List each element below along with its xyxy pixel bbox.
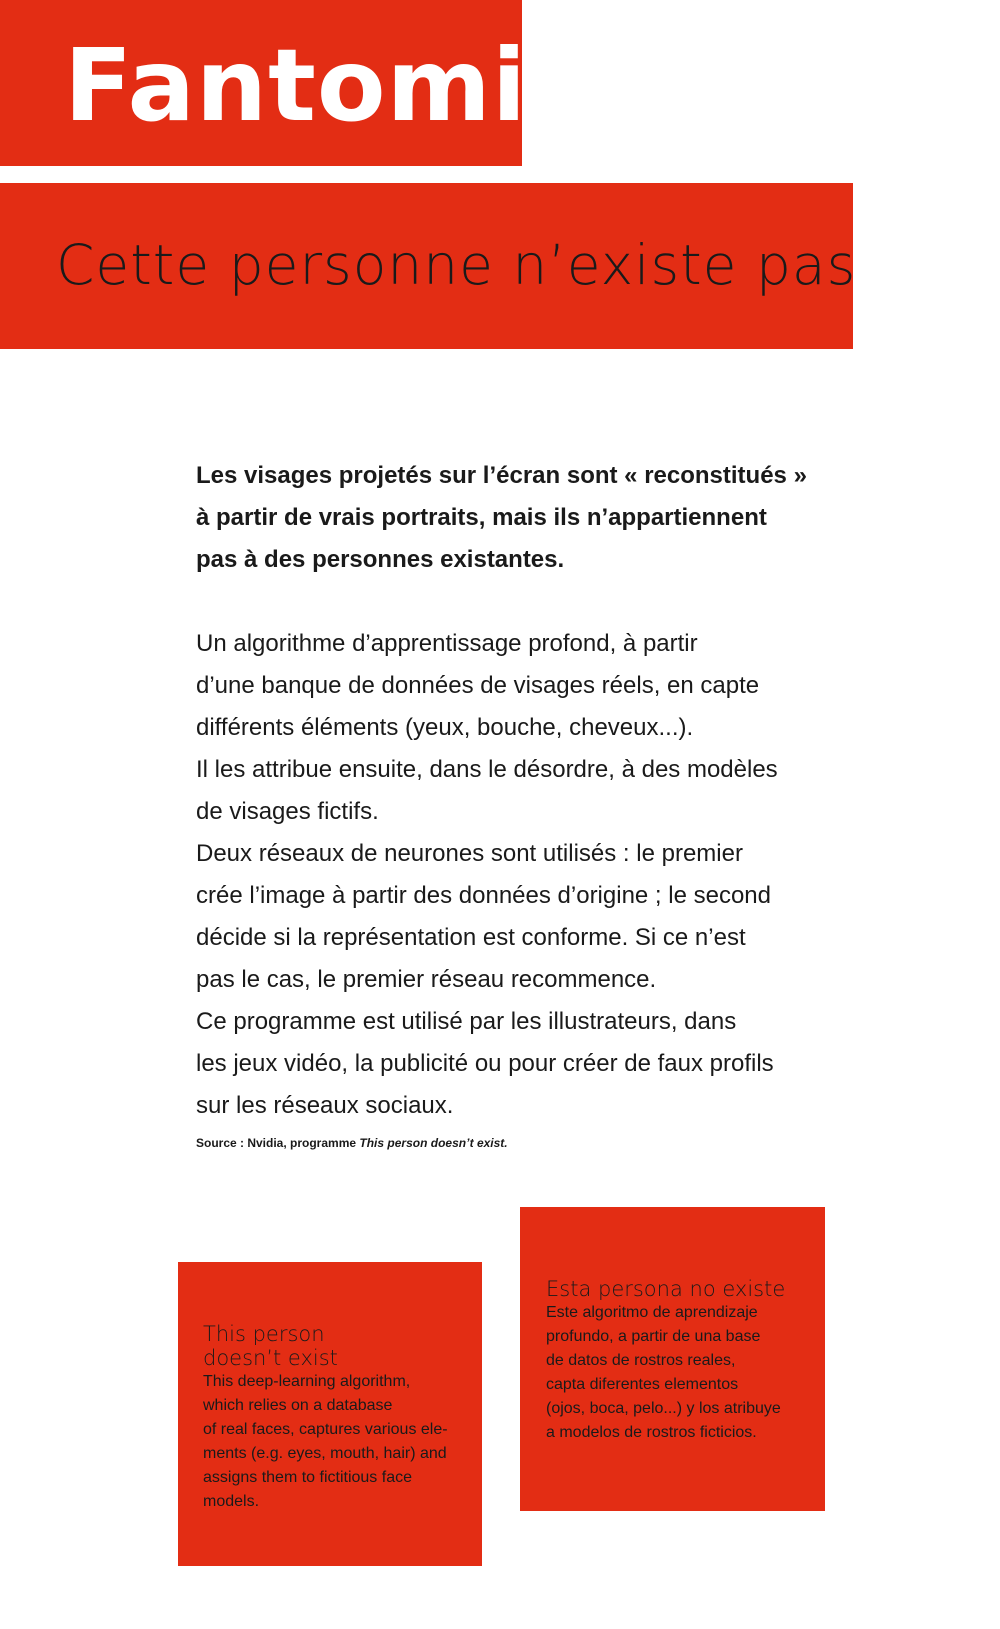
card-title-line: doesn’t exist (203, 1346, 338, 1370)
card-text-line: ments (e.g. eyes, mouth, hair) and (203, 1445, 447, 1462)
card-text-line: which relies on a database (203, 1397, 393, 1414)
lead-line: pas à des personnes existantes. (196, 546, 565, 573)
card-text-line: This deep-learning algorithm, (203, 1373, 411, 1390)
page-title: Cette personne n’existe pas (56, 233, 857, 297)
source-prefix: Source : Nvidia, programme (196, 1136, 360, 1150)
body-line: d’une banque de données de visages réels, en capte (196, 672, 760, 699)
brand-logo: Fantomia (64, 27, 596, 144)
card-text-line: de datos de rostros reales, (546, 1352, 736, 1369)
body-line: Deux réseaux de neurones sont utilisés : le premier (196, 840, 743, 867)
body-line: différents éléments (yeux, bouche, cheveux...). (196, 714, 694, 741)
spanish-card (520, 1207, 825, 1511)
body-line: de visages fictifs. (196, 798, 379, 825)
body-line: Il les attribue ensuite, dans le désordre, à des modèles (196, 756, 778, 783)
body-paragraph (196, 623, 856, 1127)
body-line: Un algorithme d’apprentissage profond, à partir (196, 630, 698, 657)
card-text-line: models. (203, 1493, 260, 1510)
title-banner (0, 183, 857, 349)
body-line: Ce programme est utilisé par les illustrateurs, dans (196, 1008, 737, 1035)
lead-paragraph (196, 455, 856, 581)
card-text-line: Este algoritmo de aprendizaje (546, 1304, 758, 1321)
body-line: sur les réseaux sociaux. (196, 1092, 454, 1119)
body-line: décide si la représentation est conforme. Si ce n’est (196, 924, 746, 951)
english-card (178, 1262, 482, 1566)
main-text (196, 455, 856, 1153)
card-title-line: Esta persona no existe (546, 1277, 786, 1301)
brand-banner (0, 0, 596, 166)
body-line: pas le cas, le premier réseau recommence. (196, 966, 657, 993)
body-line: les jeux vidéo, la publicité ou pour créer de faux profils (196, 1050, 774, 1077)
card-text-line: profundo, a partir de una base (546, 1328, 761, 1345)
spanish-card-title (546, 1277, 785, 1301)
source-title: This person doesn’t exist. (359, 1136, 508, 1150)
english-card-title (203, 1322, 448, 1370)
card-text-line: (ojos, boca, pelo...) y los atribuye (546, 1400, 781, 1417)
card-text-line: capta diferentes elementos (546, 1376, 739, 1393)
card-text-line: assigns them to fictitious face (203, 1469, 412, 1486)
card-title-line: This person (203, 1322, 325, 1346)
english-card-text (203, 1370, 448, 1514)
body-line: crée l’image à partir des données d’origine ; le second (196, 882, 772, 909)
spanish-card-text (546, 1301, 785, 1445)
card-text-line: of real faces, captures various ele- (203, 1421, 448, 1438)
source-note (196, 1133, 856, 1153)
lead-line: à partir de vrais portraits, mais ils n’appartiennent (196, 504, 767, 531)
lead-line: Les visages projetés sur l’écran sont « reconstitués » (196, 462, 807, 489)
card-text-line: a modelos de rostros ficticios. (546, 1424, 757, 1441)
